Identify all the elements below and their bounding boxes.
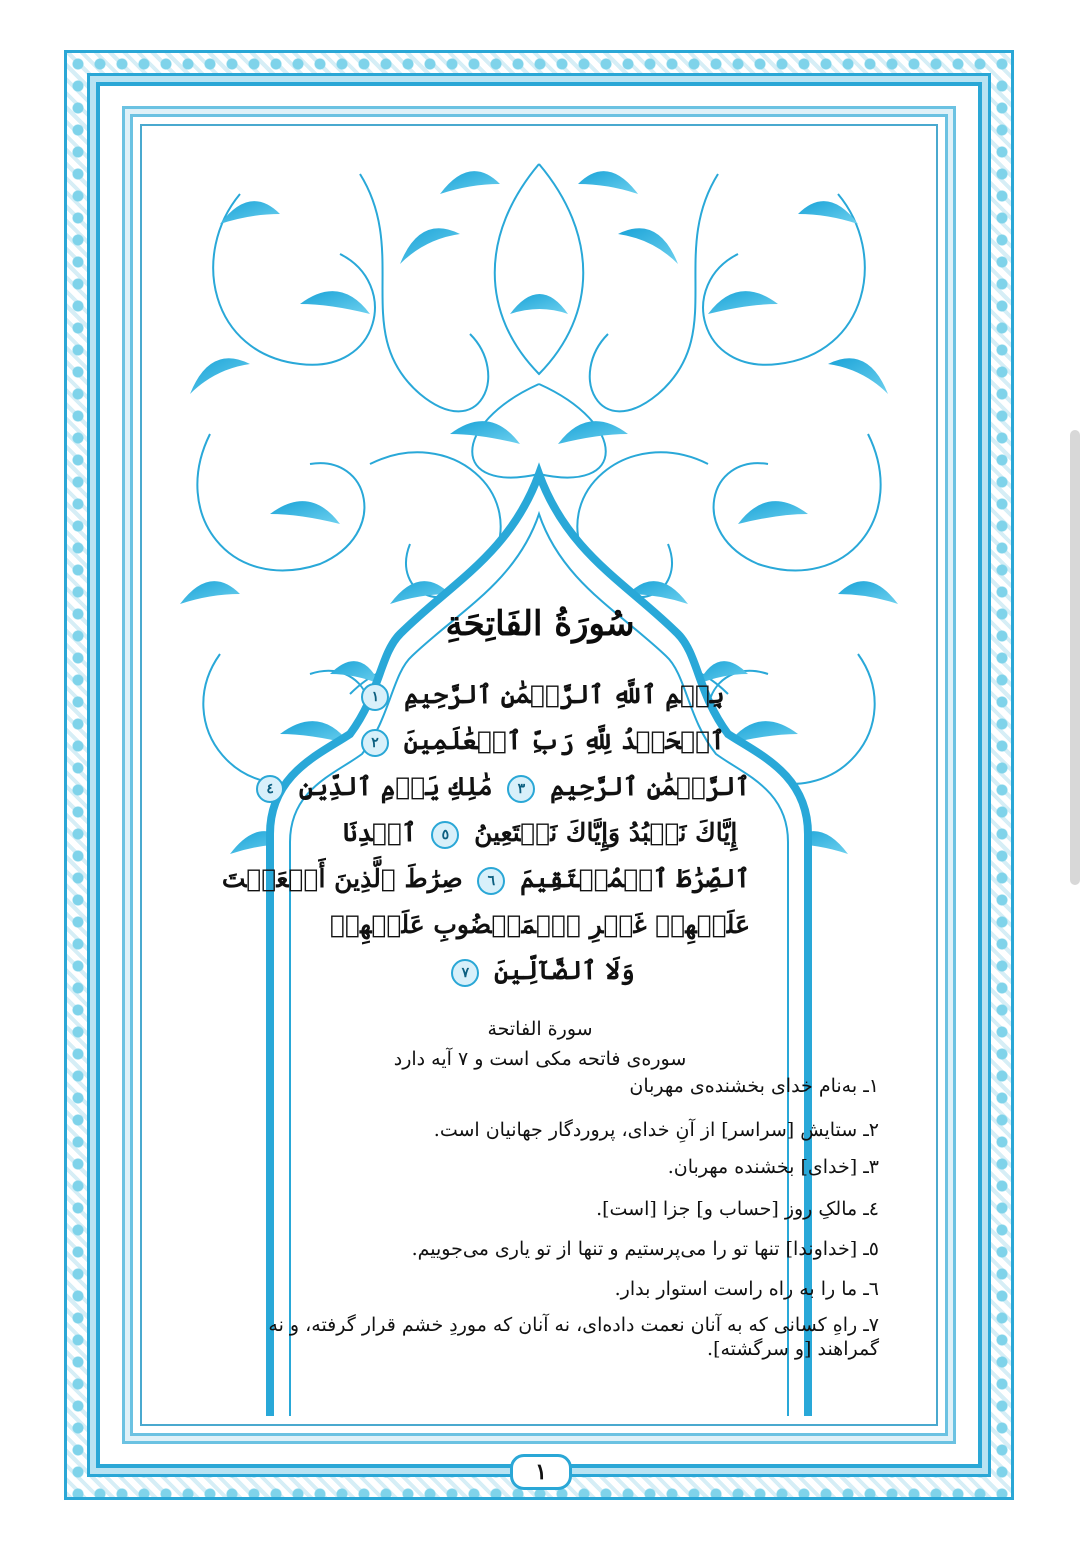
verse-text: إِيَّاكَ نَعۡبُدُ وَإِيَّاكَ نَسۡتَعِينُ: [474, 818, 738, 847]
verse-text: بِسۡمِ ٱللَّهِ ٱلرَّحۡمَٰنِ ٱلرَّحِيمِ: [404, 680, 725, 709]
verse-text: صِرَٰطَ ٱلَّذِينَ أَنۡعَمۡتَ: [221, 864, 463, 893]
scrollbar[interactable]: [1070, 430, 1080, 885]
verse-text: ٱهۡدِنَا: [342, 818, 417, 847]
translation-line-1: ١ـ به‌نام خدای بخشنده‌ی مهربان: [629, 1075, 879, 1097]
verse-number-badge: ٦: [477, 867, 505, 895]
translation-line-3: ٣ـ [خدای] بخشنده مهربان.: [667, 1156, 879, 1178]
translation-title: سورة الفاتحة: [487, 1018, 593, 1040]
verse-number-badge: ٢: [361, 729, 389, 757]
verse-number-badge: ٤: [256, 775, 284, 803]
verse-line-2: [330, 726, 750, 757]
verse-line-7: [330, 956, 750, 987]
verse-line-6: [330, 910, 750, 939]
translation-line-2: ٢ـ ستایش [سراسر] از آنِ خدای، پروردگار جهانیان است.: [433, 1119, 879, 1141]
verse-number-badge: ٧: [451, 959, 479, 987]
page-number: ١: [510, 1454, 572, 1490]
translation-line-5: ٥ـ [خداوندا] تنها تو را می‌پرستیم و تنها از تو یاری می‌جوییم.: [411, 1238, 879, 1260]
verse-text: مَٰلِكِ يَوۡمِ ٱلدِّينِ: [298, 772, 493, 801]
verse-text: وَلَا ٱلضَّآلِّينَ: [494, 956, 635, 985]
verse-text: ٱلرَّحۡمَٰنِ ٱلرَّحِيمِ: [550, 772, 750, 801]
verse-text: ٱلۡحَمۡدُ لِلَّهِ رَبِّ ٱلۡعَٰلَمِينَ: [403, 726, 725, 755]
verse-number-badge: ٣: [507, 775, 535, 803]
verse-line-3: [266, 772, 750, 803]
translation-line-4: ٤ـ مالکِ روز [حساب و] جزا [است].: [596, 1198, 879, 1220]
verse-text: عَلَيۡهِمۡ غَيۡرِ ٱلۡمَغۡضُوبِ عَلَيۡهِمۡ: [329, 910, 750, 939]
verse-line-4: [330, 818, 750, 849]
translation-line-6: ٦ـ ما را به راه راست استوار بدار.: [614, 1278, 879, 1300]
verse-line-5: [221, 864, 750, 895]
verse-text: ٱلصِّرَٰطَ ٱلۡمُسۡتَقِيمَ: [520, 864, 750, 893]
verse-number-badge: ١: [361, 683, 389, 711]
verse-number-badge: ٥: [431, 821, 459, 849]
verse-line-1: [330, 680, 750, 711]
surah-title: سُورَةُ الفَاتِحَةِ: [445, 604, 635, 644]
translation-subtitle: سوره‌ی فاتحه مکی است و ۷ آیه دارد: [393, 1048, 687, 1070]
translation-line-7: ٧ـ راهِ کسانی که به آنان نعمت داده‌ای، نه آنان که موردِ خشم قرار گرفته، و نه گمراهند [و سرگشته].: [268, 1314, 879, 1360]
